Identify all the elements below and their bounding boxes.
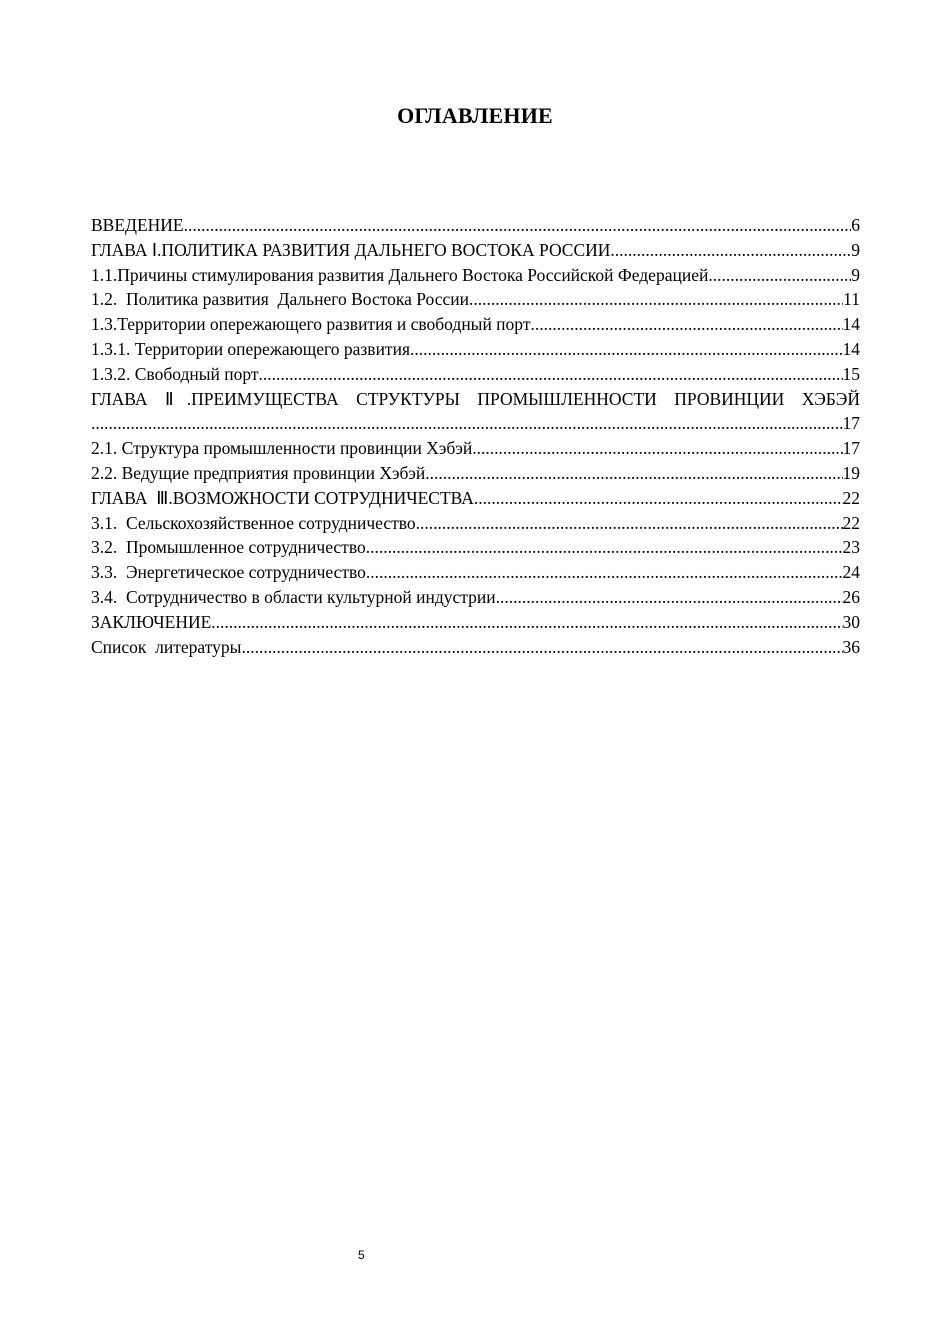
toc-dot-leader [184,213,852,238]
toc-entry-label: 1.3.Территории опережающего развития и свободный порт [91,314,531,335]
toc-entry-2-2[interactable] [91,461,860,486]
toc-entry-page: 14 [842,314,860,335]
toc-entry-page: 23 [842,537,860,558]
toc-entry-page: 22 [842,487,860,508]
toc-entry-3-4[interactable] [91,585,860,610]
toc-dot-leader [708,263,851,288]
toc-entry-label: 1.2. Политика развития Дальнего Востока России [91,289,470,310]
toc-entry-chapter-3[interactable] [91,486,860,511]
toc-entry-page: 11 [843,289,860,310]
toc-entry-label: 1.3.1. Территории опережающего развития [91,338,410,359]
toc-entry-label: 2.1. Структура промышленности провинции Хэбэй [91,438,473,459]
toc-entry-label: ГЛАВА Ⅰ.ПОЛИТИКА РАЗВИТИЯ ДАЛЬНЕГО ВОСТОКА РОССИИ [91,239,611,260]
toc-dot-leader [211,610,842,635]
toc-dot-leader [610,238,851,263]
toc-entry-label: 3.3. Энергетическое сотрудничество [91,562,366,583]
toc-entry-bibliography[interactable] [91,635,860,660]
toc-dot-leader [425,461,842,486]
toc-dot-leader [416,511,843,536]
toc-entry-label: ГЛАВА Ⅱ.ПРЕИМУЩЕСТВА СТРУКТУРЫ ПРОМЫШЛЕННОСТИ ПРОВИНЦИИ ХЭБЭЙ [91,388,860,409]
toc-entry-page: 15 [842,363,860,384]
toc-entry-page: 36 [842,636,860,657]
toc-entry-page: 19 [842,462,860,483]
toc-dot-leader [469,287,843,312]
toc-entry-page: 26 [842,586,860,607]
toc-entry-1-3-1[interactable] [91,337,860,362]
toc-entry-label: ВВЕДЕНИЕ [91,215,184,235]
toc-entry-1-3-2[interactable] [91,362,860,387]
toc-entry-1-3[interactable] [91,312,860,337]
toc-entry-label: ЗАКЛЮЧЕНИЕ [91,611,212,632]
toc-entry-chapter-2-continuation[interactable] [91,411,860,436]
toc-entry-page: 24 [842,562,860,583]
toc-entry-label: 3.1. Сельскохозяйственное сотрудничество [91,512,416,533]
toc-dot-leader [91,411,843,436]
toc-entry-label: 2.2. Ведущие предприятия провинции Хэбэй [91,462,426,483]
table-of-contents [91,213,860,659]
toc-entry-label: 1.1.Причины стимулирования развития Дальнего Востока Российской Федерацией [91,264,709,285]
toc-entry-page: 6 [851,215,860,235]
toc-dot-leader [472,436,842,461]
toc-entry-page: 22 [842,512,860,533]
toc-entry-introduction[interactable] [91,213,860,238]
toc-entry-page: 17 [842,438,860,459]
toc-dot-leader [474,486,843,511]
toc-entry-label: Список литературы [91,636,242,657]
toc-entry-conclusion[interactable] [91,610,860,635]
toc-entry-3-2[interactable] [91,535,860,560]
toc-dot-leader [259,362,843,387]
toc-dot-leader [530,312,842,337]
toc-entry-page: 17 [842,413,860,434]
toc-entry-page: 9 [851,239,860,260]
page-number: 5 [358,1248,365,1262]
toc-entry-label: 3.4. Сотрудничество в области культурной индустрии [91,586,496,607]
toc-entry-label: 1.3.2. Свободный порт [91,363,259,384]
toc-entry-1-2[interactable] [91,287,860,312]
toc-dot-leader [496,585,843,610]
toc-entry-page: 9 [851,264,860,285]
toc-entry-label: 3.2. Промышленное сотрудничество [91,537,366,558]
toc-entry-2-1[interactable] [91,436,860,461]
toc-entry-page: 30 [842,611,860,632]
toc-dot-leader [366,535,843,560]
toc-entry-1-1[interactable] [91,263,860,288]
toc-dot-leader [366,560,843,585]
toc-entry-page: 14 [842,338,860,359]
toc-entry-chapter-2[interactable] [91,387,860,412]
toc-entry-3-3[interactable] [91,560,860,585]
toc-entry-label: ГЛАВА Ⅲ.ВОЗМОЖНОСТИ СОТРУДНИЧЕСТВА [91,487,474,508]
toc-dot-leader [241,635,842,660]
toc-dot-leader [410,337,843,362]
toc-entry-3-1[interactable] [91,511,860,536]
toc-entry-chapter-1[interactable] [91,238,860,263]
toc-title: ОГЛАВЛЕНИЕ [397,103,553,128]
